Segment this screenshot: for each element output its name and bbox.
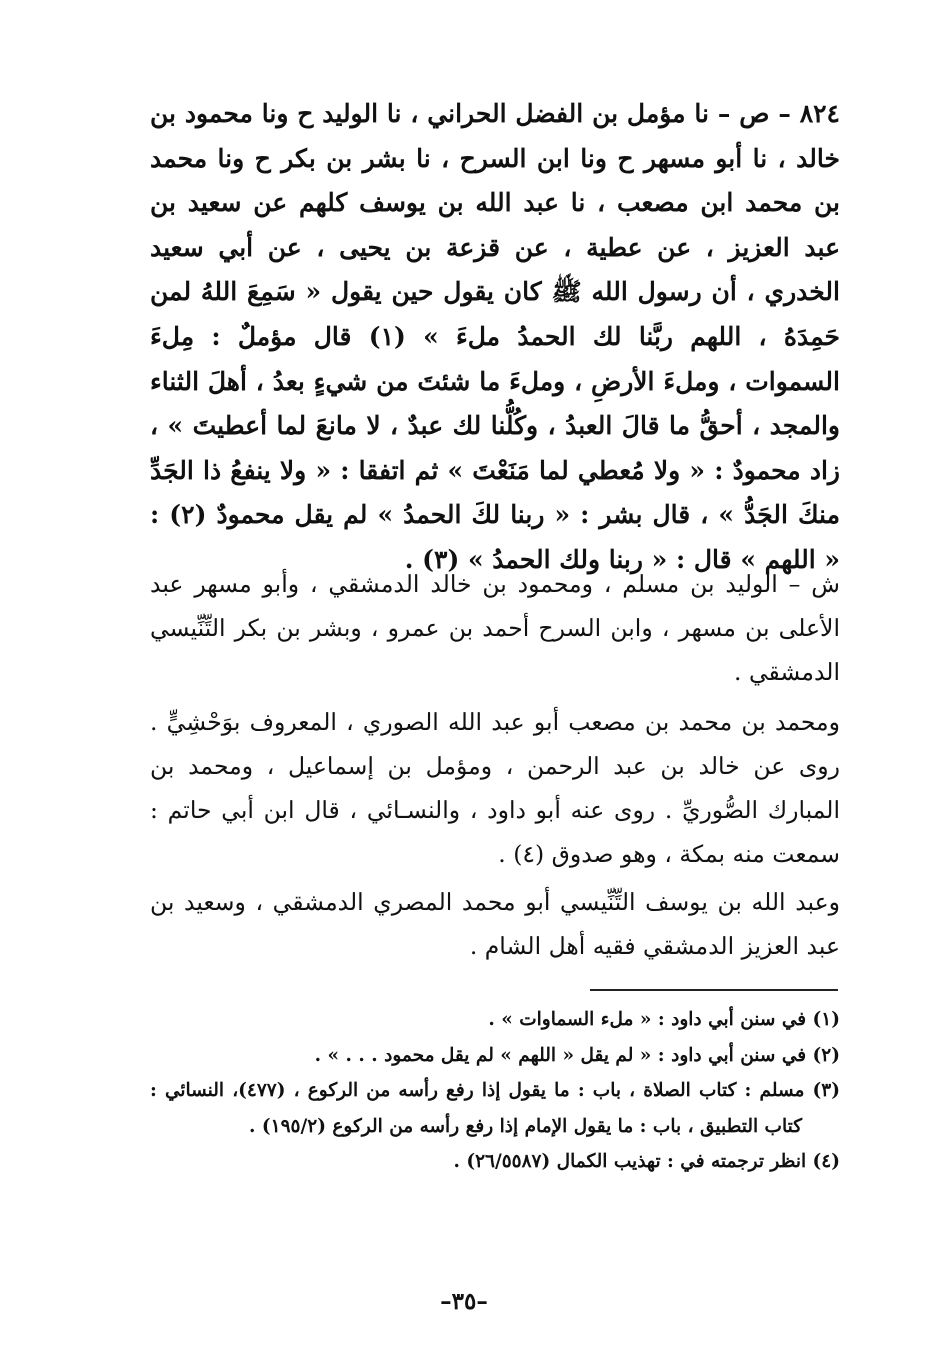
footnote-4: (٤) انظر ترجمته في : تهذيب الكمال (٢٦/٥٥٨٧) . [453, 1151, 840, 1172]
commentary-paragraph-narrators: ش – الوليد بن مسلم ، ومحمود بن خالد الدمشقي ، وأبو مسهر عبد الأعلى بن مسهر ، وابن السرح أحمد بن عمرو ، وبشر بن بكر التِّنِّيسي الدمشقي . [150, 570, 840, 686]
footnote-2: (٢) في سنن أبي داود : « لم يقل « اللهم » لم يقل محمود . . . » . [314, 1044, 840, 1066]
hadith-paragraph: ٨٢٤ – ص – نا مؤمل بن الفضل الحراني ، نا الوليد ح ونا محمود بن خالد ، نا أبو مسهر ح ونا ابن السرح ، نا بشر بن بكر ح ونا محمد بن محمد ابن مصعب ، نا عبد الله بن يوسف كلهم عن سعيد بن عبد العزيز ، عن عطية ، عن قزعة بن يحيى ، عن أبي سعيد الخدري ، أن رسول الله ﷺ كان يقول حين يقول « سَمِعَ اللهُ لمن حَمِدَهُ ، اللهم ربَّنا لك الحمدُ ملءَ » (١) قال مؤملٌ : مِلءَ السموات ، وملءَ الأرضِ ، وملءَ ما شئتَ من شيءٍ بعدُ ، أهلَ الثناء والمجد ، أحقُّ ما قالَ العبدُ ، وكُلُّنا لك عبدٌ ، لا مانعَ لما أعطيتَ » ، زاد محمودٌ : « ولا مُعطي لما مَنَعْتَ » ثم اتفقا : « ولا ينفعُ ذا الجَدِّ منكَ الجَدُّ » ، قال بشر : « ربنا لكَ الحمدُ » لم يقل محمودٌ (٢) : « اللهم » قال : « ربنا ولك الحمدُ » (٣) . [150, 99, 840, 574]
footnote-1: (١) في سنن أبي داود : « ملء السماوات » . [488, 1009, 840, 1030]
footnote-3: (٣) مسلم : كتاب الصلاة ، باب : ما يقول إذا رفع رأسه من الركوع ، (٤٧٧)، النسائي : كتاب التطبيق ، باب : ما يقول الإمام إذا رفع رأسه من الركوع (١٩٥/٢) . [150, 1080, 840, 1137]
footnote-separator [590, 989, 838, 991]
commentary-paragraph-sori: ومحمد بن محمد بن مصعب أبو عبد الله الصوري ، المعروف بوَحْشِيٍّ . روى عن خالد بن عبد الرحمن ، ومؤمل بن إسماعيل ، ومحمد بن المبارك الصُّوريِّ . روى عنه أبو داود ، والنسـائي ، قال ابن أبي حاتم : سمعت منه بمكة ، وهو صدوق (٤) . [150, 708, 840, 868]
commentary-paragraph-tinnisi: وعبد الله بن يوسف التِّنِّيسي أبو محمد المصري الدمشقي ، وسعيد بن عبد العزيز الدمشقي فقيه أهل الشام . [150, 888, 840, 960]
footnotes [150, 1002, 840, 1180]
page-number: –٣٥– [440, 1288, 488, 1315]
